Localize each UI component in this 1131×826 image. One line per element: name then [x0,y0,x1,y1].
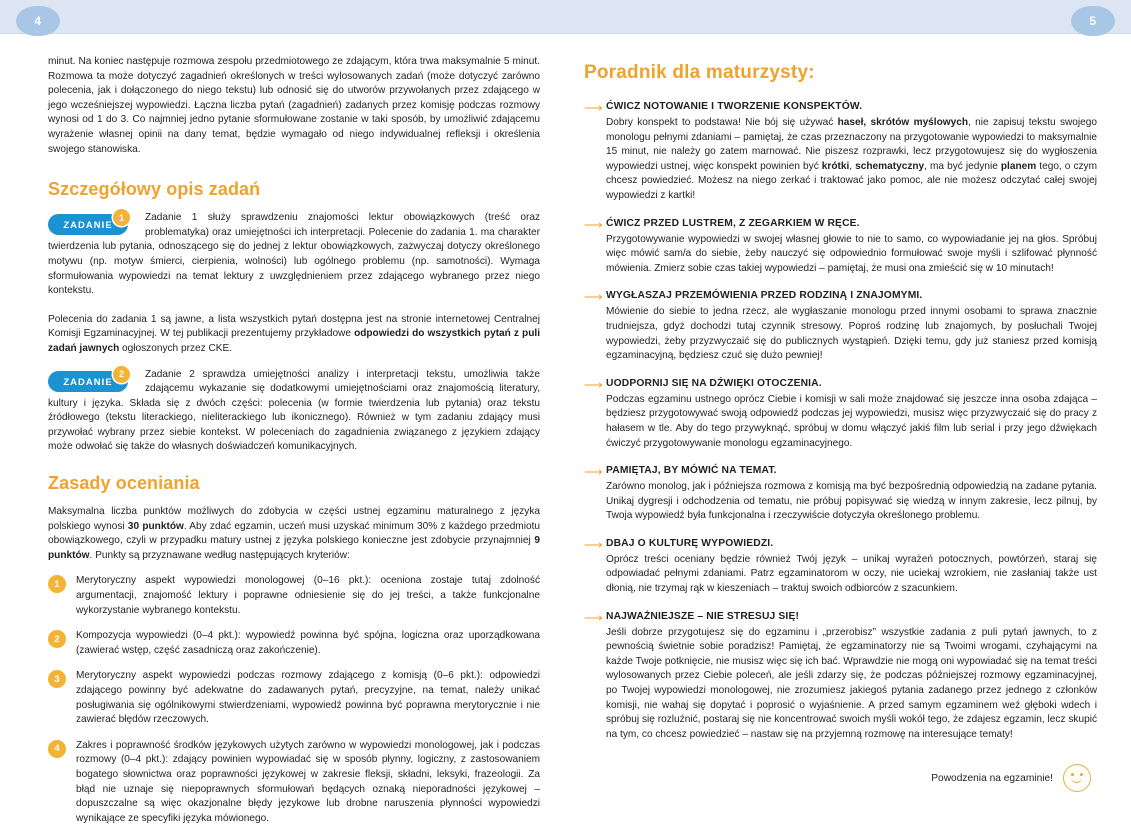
tip-body-4 [606,377,1097,451]
spread-columns [0,33,1131,824]
criterion-text-4: Zakres i poprawność środków językowych użytych zarówno w wypowiedzi monologowej, jak i podczas rozmowy (0–4 pkt.): zdający powinien wypowiadać się w sposób płynny, logiczny, z zastosowaniem bogatego słownictwa oraz poprawności językowej w zakresie fleksji, składni, leksyki, frazeologii. Za błąd nie uznaje się niepoprawnych sformułowań będących oznaką nieporadności językowej – dopuszczalne są więc okazjonalne błędy językowe lub drobne naruszenia płynności wypowiedzi wynikające ze specyfiki języka mówionego. [76,739,540,824]
tip-text-5: Zarówno monolog, jak i późniejsza rozmowa z komisją ma być bezpośrednią odpowiedzią na zadane pytania. Unikaj dygresji i odchodzenia od tematu, nie próbuj popisywać się wiedzą w innym zakresie, lecz pilnuj, by Twoja wypowiedź była funkcjonalna i rzeczywiście dotyczyła określonego problemu. [606,481,1097,522]
rules-intro-paragraph: Maksymalna liczba punktów możliwych do zdobycia w części ustnej egzaminu maturalnego z języka polskiego wynosi 30 punktów. Aby zdać egzamin, uczeń musi uzyskać minimum 30% z każdego przedmiotu obowiązkowego, czyli w przypadku matury ustnej z języka polskiego konieczne jest zdobycie przynajmniej 9 punktów. Punkty są przyznawane według następujących kryteriów: [48,506,540,561]
left-page [0,33,566,824]
task-1-paragraph-1: Zadanie 1 służy sprawdzeniu znajomości lektur obowiązkowych (treść oraz problematyka) oraz umiejętności ich interpretacji. Polecenie do zadania 1. ma charakter twierdzenia lub pytania, odnoszącego się do jednej z lektur obowiązkowych, zazwyczaj dotyczy określonego motywu (np. motyw śmierci, cierpienia, wolności) lub ogólnego problemu (np. samotności). Wymaga sformułowania wypowiedzi na temat lektury z uwzględnieniem przez zdającego wybranego przez niego kontekstu. [48,212,540,297]
arrow-right-icon: ⟶ [584,609,603,625]
zadanie-number-circle-2: 2 [113,366,130,383]
tip-body-3 [606,289,1097,363]
criterion-item-4 [48,739,540,826]
tip-title-7: NAJWAŻNIEJSZE – NIE STRESUJ SIĘ! [606,610,800,622]
smiley-mouth [1071,776,1082,783]
tip-body-7 [606,610,1097,743]
criterion-item-3 [48,669,540,727]
intro-paragraph: minut. Na koniec następuje rozmowa zespołu przedmiotowego ze zdającym, która trwa maksymalnie 5 minut. Rozmowa ta może dotyczyć zagadnień określonych w treści wylosowanych zadań (może dotyczyć zarówno polecenia, jak i dołączonego do niego tekstu) lub odnosić się do utworów przywołanych przez zdającego w jego wcześniejszej wypowiedzi. Łączna liczba pytań (zagadnień) zadanych przez komisję podczas rozmowy wynosi od 1 do 3. Co najmniej jedno pytanie sformułowane zostanie w taki sposób, by umożliwić zdającemu wyrażenie własnej opinii na dany temat, będzie wymagało od niego indywidualnej refleksji i określenia swojego stanowiska. [48,56,540,155]
criterion-text-3: Merytoryczny aspekt wypowiedzi podczas rozmowy zdającego z komisją (0–6 pkt.): odpowiedzi zdającego powinny być adekwatne do zadawanych pytań, precyzyjne, na temat, należy unikać posługiwania się ogólnikowymi stwierdzeniami, wypowiedź powinna być poprawna merytorycznie i nie zawierać błędów rzeczowych. [76,670,540,726]
tip-text-4: Podczas egzaminu ustnego oprócz Ciebie i komisji w sali może znajdować się jeszcze inna osoba zdająca – będziesz przygotowywać swoją odpowiedź podczas jej wypowiedzi, musisz więc przyzwyczaić się do pracy z hałasem w tle. Aby do tego przywyknąć, spróbuj w domu włączyć jakiś film lub serial i przy jego dźwiękach ćwiczyć przygotowywanie monologu egzaminacyjnego. [606,393,1097,449]
criterion-number-3: 3 [48,670,66,688]
criterion-item-1 [48,574,540,618]
arrow-right-icon: ⟶ [584,289,603,305]
tip-text-6: Oprócz treści oceniany będzie również Twój język – unikaj wyrażeń potocznych, powtórzeń, staraj się odpowiadać pełnymi zdaniami. Patrz egzaminatorom w oczy, nie uciekaj wzrokiem, nie zasłaniaj także ust dłonią, nie trzymaj rąk w kieszeniach – traktuj swoich odbiorców z szacunkiem. [606,553,1097,595]
tip-item-5 [584,464,1097,524]
arrow-right-icon: ⟶ [584,100,603,115]
criterion-item-2 [48,629,540,658]
smiley-face-icon [1063,764,1091,792]
task-block-2 [48,368,540,456]
tip-body-1 [606,100,1097,204]
tip-item-6 [584,537,1097,597]
criterion-text-2: Kompozycja wypowiedzi (0–4 pkt.): wypowiedź powinna być spójna, logiczna oraz uporządkowana (zawierać wstęp, część zasadniczą oraz zakończenie). [76,630,540,656]
tip-text-2: Przygotowywanie wypowiedzi w swojej własnej głowie to nie to samo, co wypowiadanie jej na głos. Spróbuj więc mówić sam/a do siebie, żeby nauczyć się odpowiednio formułować swoje myśli i szlifować płynność mówienia. Zmierz sobie czas takiej wypowiedzi – pamiętaj, że musi ona zmieścić się w 10 minutach! [606,233,1097,274]
tip-title-1: ĆWICZ NOTOWANIE I TWORZENIE KONSPEKTÓW. [606,101,863,112]
criterion-number-1: 1 [48,575,66,593]
arrow-right-icon: ⟶ [584,536,603,552]
right-page [566,33,1131,800]
zadanie-number-circle-1: 1 [113,209,130,226]
zadanie-pill-label-2: ZADANIE [48,371,128,392]
tip-title-2: ĆWICZ PRZED LUSTREM, Z ZEGARKIEM W RĘCE. [606,217,860,229]
zadanie-badge-2 [48,369,136,393]
tip-item-3 [584,289,1097,363]
arrow-right-icon: ⟶ [584,216,603,232]
tip-body-2 [606,217,1097,277]
top-banner [0,0,1131,34]
task-1-paragraph-2: Polecenia do zadania 1 są jawne, a lista wszystkich pytań dostępna jest na stronie internetowej Centralnej Komisji Egzaminacyjnej. W tej publikacji prezentujemy przykładowe odpowiedzi do wszystkich pytań z puli zadań jawnych ogłoszonych przez CKE. [48,313,540,354]
tip-item-7 [584,610,1097,743]
task-block-1 [48,211,540,299]
tip-text-7: Jeśli dobrze przygotujesz się do egzaminu i „przerobisz” wszystkie zadania z puli pytań jawnych, to z pewnością świetnie sobie poradzisz! Pamiętaj, że egzaminatorzy nie są Twoimi wrogami, czyhającymi na każde Twoje potknięcie, nie musisz więc się ich bać. Wprawdzie nie mogą oni wypowiadać się na temat treści wylosowanych przez Ciebie poleceń, ale jeśli zdarzy się, że podczas późniejszej rozmowy egzaminacyjnej, po Twojej wypowiedzi monologowej, nie zrozumiesz jakiegoś pytania zadanego przez jednego z członków komisji, nie wahaj się dopytać i poprosić o wyjaśnienie. A przed samym egzaminem weź głęboki wdech i spróbuj się rozluźnić, postaraj się nie koncentrować swoich myśli wokół tego, że zdajesz egzamin, lecz skupić na tym, co chcesz powiedzieć – nastaw się na przyjemną rozmowę na interesujące tematy! [606,626,1097,740]
zadanie-badge-1 [48,212,136,236]
tip-item-4 [584,377,1097,451]
zadanie-pill-label-1: ZADANIE [48,214,128,235]
tip-item-1 [584,100,1097,204]
closing-text: Powodzenia na egzaminie! [931,772,1053,784]
heading-zasady-oceniania: Zasady oceniania [48,473,200,494]
page-number-right: 5 [1071,6,1115,36]
task-2-paragraph-1: Zadanie 2 sprawdza umiejętności analizy i interpretacji tekstu, umożliwia także zdającemu wykazanie się dodatkowymi umiejętnościami oraz znajomością literatury, kultury i języka. Składa się z dwóch części: polecenia (w formie twierdzenia lub pytania) oraz tekstu źródłowego (tekstu literackiego, nieliterackiego lub ikonicznego). Również w tym zadaniu zdający musi przywołać wybrany przez siebie kontekst. W poleceniach do zagadnienia związanego z językiem zdający może odwołać się także do własnych doświadczeń komunikacyjnych. [48,368,540,453]
tip-body-5 [606,464,1097,524]
criterion-number-4: 4 [48,740,66,758]
arrow-right-icon: ⟶ [584,376,603,392]
heading-poradnik-dla-maturzysty: Poradnik dla maturzysty: [584,62,815,83]
tip-title-5: PAMIĘTAJ, BY MÓWIĆ NA TEMAT. [606,465,777,477]
tip-body-6 [606,537,1097,597]
criterion-number-2: 2 [48,630,66,648]
closing-line [584,764,1097,792]
tip-text-3: Mówienie do siebie to jedna rzecz, ale wygłaszanie monologu przed innymi osobami to sprawa znacznie trudniejsza, gdyż dochodzi tutaj czynnik stresowy. Poproś rodzinę lub znajomych, by posłuchali Twojej wypowiedzi, żeby przyzwyczaić się do publicznych wystąpień. Dzięki temu, gdy już staniesz przed komisją egzaminacyjną, będziesz czuć się dużo pewniej! [606,306,1097,362]
tip-title-4: UODPORNIJ SIĘ NA DŹWIĘKI OTOCZENIA. [606,377,822,389]
criterion-text-1: Merytoryczny aspekt wypowiedzi monologowej (0–16 pkt.): oceniona zostaje tutaj zdolność argumentacji, znajomość lektury i poprawne odniesienie się do jej treści, a także funkcjonalne wykorzystanie wybranego kontekstu. [76,575,540,616]
tip-text-1: Dobry konspekt to podstawa! Nie bój się używać haseł, skrótów myślowych, nie zapisuj tekstu swojego monologu pełnymi zdaniami – pamiętaj, że czas przeznaczony na przygotowanie wypowiedzi to maksymalnie 15 minut, nie należy go zatem marnować. Nie piszesz rozprawki, lecz przygotowujesz się do wygłoszenia wypowiedzi ustnej, więc konspekt powinien być krótki, schematyczny, ma być jedynie planem tego, o czym chcesz powiedzieć. Możesz na niego zerkać i traktować jako pomoc, ale nie możesz odczytać całej swojej wypowiedzi z kartki! [606,117,1098,201]
tip-title-3: WYGŁASZAJ PRZEMÓWIENIA PRZED RODZINĄ I ZNAJOMYMI. [606,290,923,302]
arrow-right-icon: ⟶ [584,464,603,480]
tip-item-2 [584,217,1097,277]
page-number-left: 4 [16,6,60,36]
heading-szczegolowy-opis-zadan: Szczegółowy opis zadań [48,179,261,200]
tip-title-6: DBAJ O KULTURĘ WYPOWIEDZI. [606,537,774,549]
